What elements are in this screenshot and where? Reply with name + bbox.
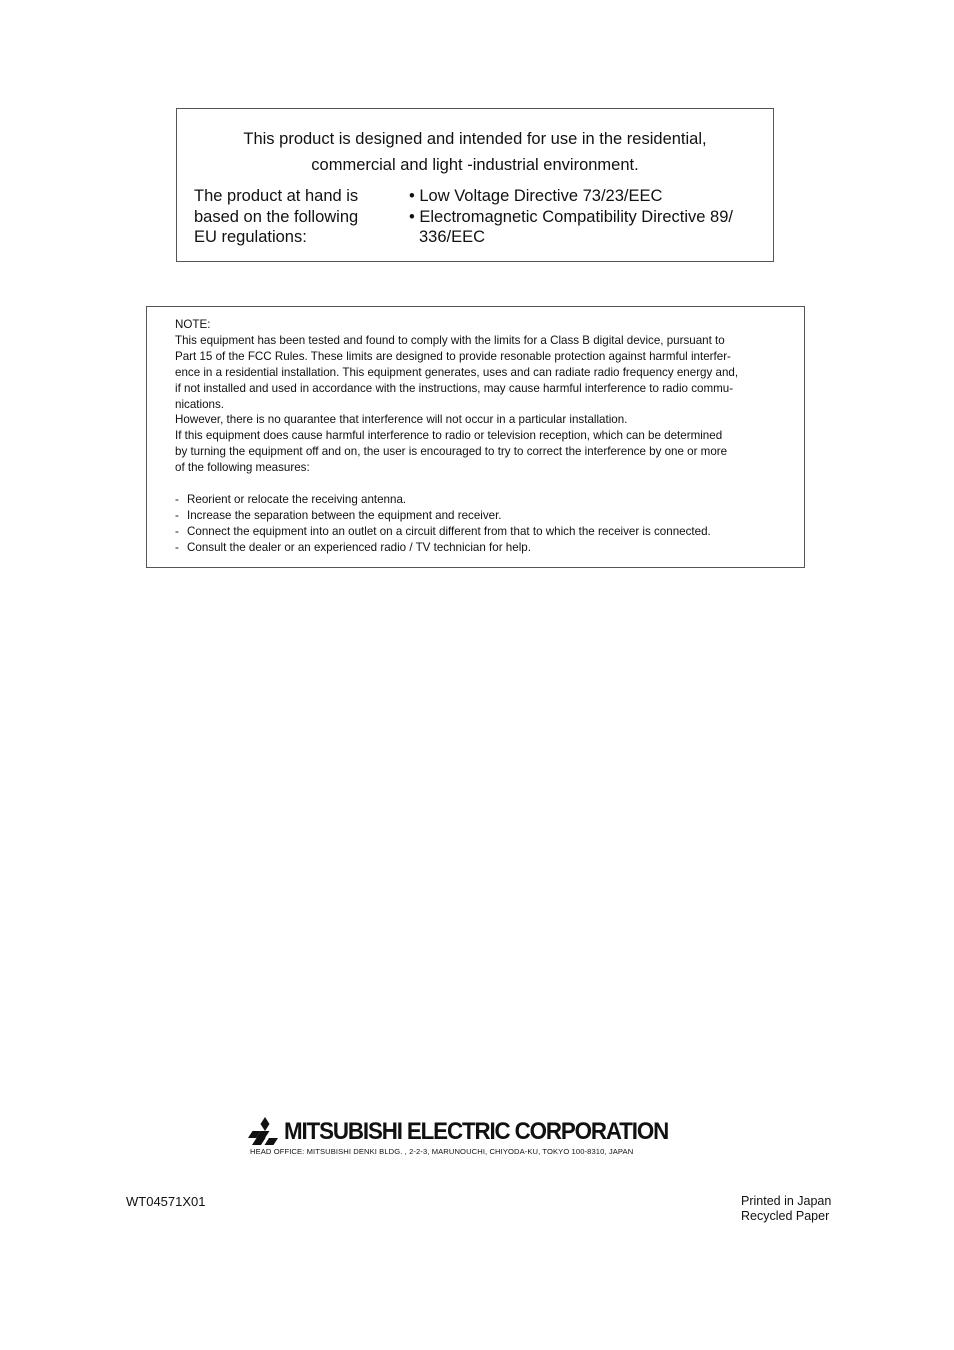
note-body-line: of the following measures: <box>175 461 310 475</box>
measure-text: Increase the separation between the equipment and receiver. <box>187 508 502 522</box>
document-code: WT04571X01 <box>126 1194 206 1209</box>
measure-item <box>175 492 786 508</box>
company-address: HEAD OFFICE: MITSUBISHI DENKI BLDG. , 2-2-3, MARUNOUCHI, CHIYODA-KU, TOKYO 100-8310, JAPAN <box>250 1147 634 1156</box>
measure-marker: - <box>175 492 179 506</box>
note-body-line: This equipment has been tested and found to comply with the limits for a Class B digital device, pursuant to <box>175 333 725 347</box>
three-diamonds-icon <box>248 1117 282 1145</box>
note-body-line: If this equipment does cause harmful interference to radio or television reception, which can be determined <box>175 429 723 443</box>
eu-regulation-list <box>409 186 759 248</box>
print-note-line: Recycled Paper <box>741 1209 830 1223</box>
eu-intro-text <box>177 126 773 178</box>
measure-item <box>175 508 786 524</box>
print-notes <box>741 1194 831 1224</box>
company-logo-block <box>248 1114 700 1160</box>
note-body-line: Part 15 of the FCC Rules. These limits are designed to provide resonable protection against harmful interfer- <box>175 349 731 363</box>
eu-intro-line: commercial and light -industrial environment. <box>311 156 639 174</box>
eu-basis-line: EU regulations: <box>194 228 307 246</box>
regulation-item: • Low Voltage Directive 73/23/EEC <box>409 187 663 205</box>
eu-compliance-box <box>176 108 774 262</box>
measure-marker: - <box>175 540 179 554</box>
eu-basis-text <box>194 186 394 248</box>
measure-item <box>175 524 786 540</box>
regulation-item: • Electromagnetic Compatibility Directive 89/ <box>409 207 733 226</box>
eu-basis-line: The product at hand is <box>194 187 359 205</box>
note-body-line: nications. <box>175 397 224 411</box>
note-body-line: by turning the equipment off and on, the user is encouraged to try to correct the interference by one or more <box>175 445 728 459</box>
note-body-line: However, there is no quarantee that interference will not occur in a particular installation. <box>175 413 628 427</box>
measure-item <box>175 540 786 556</box>
eu-basis-line: based on the following <box>194 207 359 226</box>
print-note-line: Printed in Japan <box>741 1194 832 1208</box>
measure-text: Reorient or relocate the receiving antenna. <box>187 492 407 506</box>
paragraph-gap <box>175 476 786 492</box>
note-body-line: ence in a residential installation. This equipment generates, uses and can radiate radio frequency energy and, <box>175 365 739 379</box>
fcc-note-box <box>146 306 805 568</box>
regulation-item-continuation: 336/EEC <box>419 228 486 246</box>
measure-marker: - <box>175 524 179 538</box>
company-name: MITSUBISHI ELECTRIC CORPORATION <box>284 1118 669 1145</box>
measure-text: Connect the equipment into an outlet on a circuit different from that to which the receiver is connected. <box>187 524 711 538</box>
note-body-line: if not installed and used in accordance with the instructions, may cause harmful interference to radio commu- <box>175 381 734 395</box>
measure-text: Consult the dealer or an experienced radio / TV technician for help. <box>187 540 531 554</box>
note-heading: NOTE: <box>175 318 211 331</box>
eu-intro-line: This product is designed and intended for use in the residential, <box>243 130 707 148</box>
measure-marker: - <box>175 508 179 522</box>
